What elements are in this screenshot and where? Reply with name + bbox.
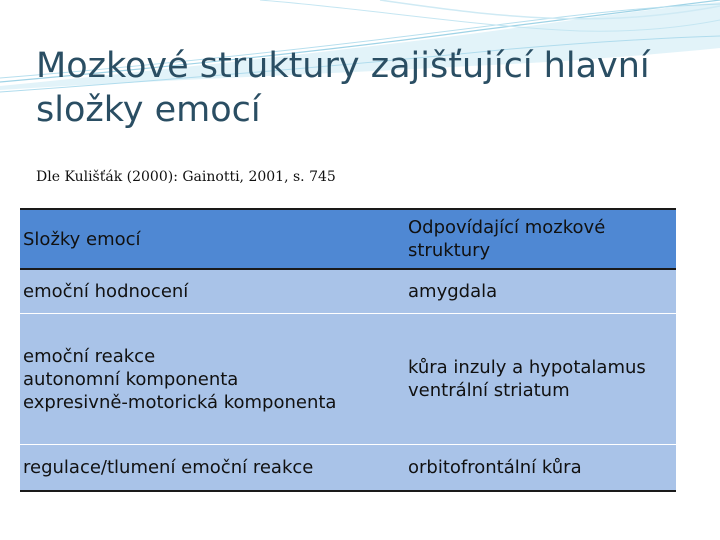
cell-text: ventrální striatum: [408, 380, 570, 401]
header-structures-label-line-2: struktury: [408, 240, 491, 261]
cell-text: regulace/tlumení emoční reakce: [23, 457, 314, 478]
cell-text: emoční hodnocení: [23, 281, 189, 302]
header-structures-label-line-1: Odpovídající mozkové: [408, 217, 606, 238]
cell-component: [20, 269, 400, 314]
cell-structure: [400, 314, 676, 445]
header-cell-structures: [400, 209, 676, 269]
cell-text: kůra inzuly a hypotalamus: [408, 357, 646, 378]
cell-text: autonomní komponenta: [23, 368, 239, 390]
slide-title: [36, 44, 696, 132]
emotion-structures-table: [20, 208, 676, 492]
header-cell-components: [20, 209, 400, 269]
cell-component: [20, 445, 400, 492]
header-components-label: Složky emocí: [23, 228, 141, 250]
cell-text: expresivně-motorická komponenta: [23, 391, 337, 413]
slide-title-line-2: složky emocí: [36, 90, 261, 130]
cell-text: emoční reakce: [23, 345, 156, 367]
table-header-row: [20, 209, 676, 269]
slide-title-line-1: Mozkové struktury zajišťující hlavní: [36, 46, 650, 86]
cell-structure: [400, 445, 676, 492]
source-citation: Dle Kulišťák (2000): Gainotti, 2001, s. 745: [36, 169, 336, 185]
cell-text: orbitofrontální kůra: [408, 457, 582, 478]
table-row: [20, 314, 676, 445]
cell-structure: [400, 269, 676, 314]
cell-component: [20, 314, 400, 445]
table-row: [20, 269, 676, 314]
cell-text: amygdala: [408, 281, 498, 302]
table-row: [20, 445, 676, 492]
